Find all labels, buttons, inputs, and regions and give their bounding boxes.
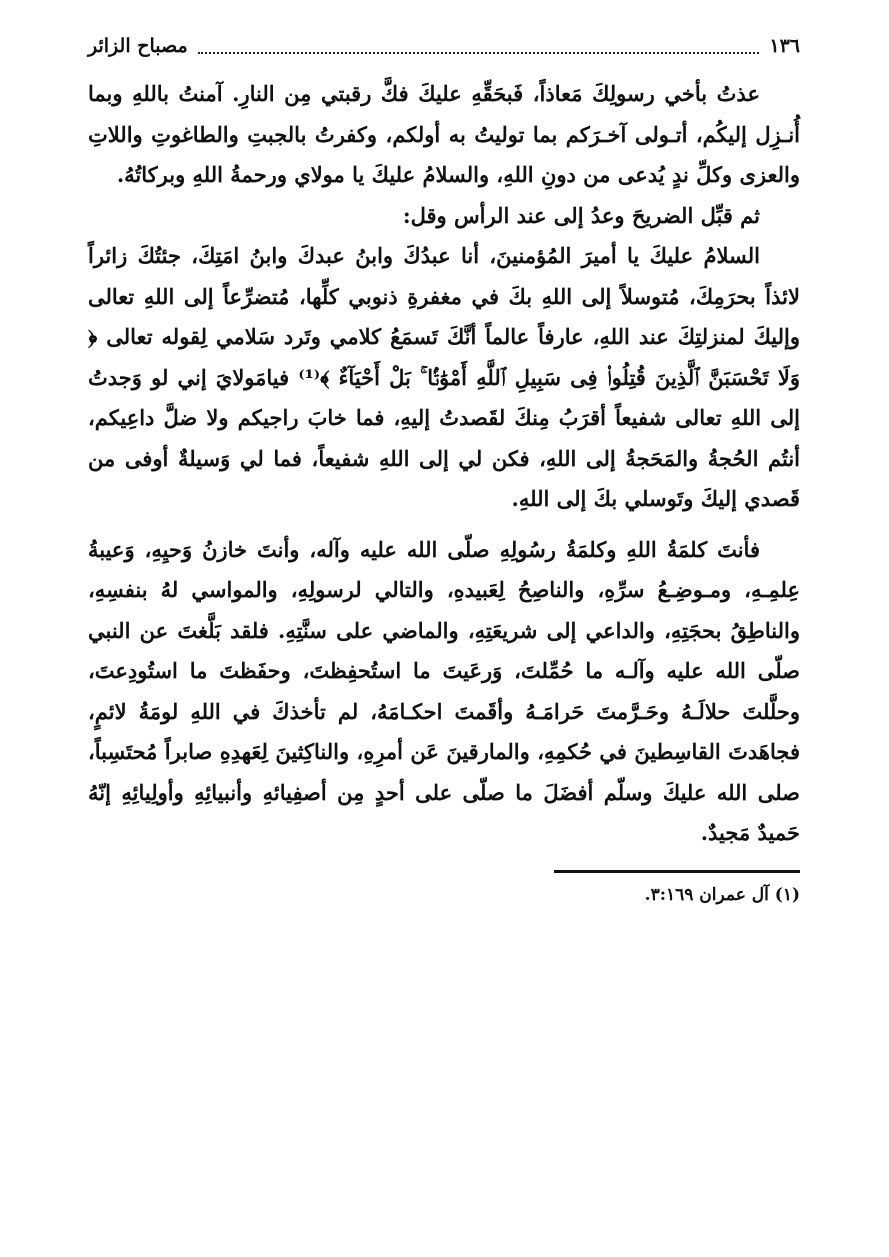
paragraph-praise: فأنتَ كلمَةُ اللهِ وكلمَةُ رسُولِهِ صلّى الله عليه وآله، وأنتَ خازنُ وَحيِهِ، وَعيبةُ عِلمِـهِ، ومـوضِـعُ سرِّهِ، والناصِحُ لِعَبيدهِ، والتالي لرسولِهِ، والمواسي لهُ بنفسِهِ، والناطِقُ بحجَتِهِ، والداعي إلى شريعَتِهِ، والماضي على سنَّتِهِ. فلقد بَلَّغتَ عن النبي صلّى الله عليه وآلـه ما حُمِّلتَ، وَرعَيتَ ما استُحفِظتَ، وحفَظتَ ما استُودِعتَ، وحلَّلتَ حلالَـهُ وحَـرَّمتَ حَرامَـهُ وأقَمتَ احكـامَهُ، لم تأخذكَ في اللهِ لومَةُ لائمٍ، فجاهَدتَ القاسِطينَ في حُكمِهِ، والمارقينَ عَن أمرِهِ، والناكِثينَ لِعَهدِهِ صابراً مُحتَسِباً، صلى الله عليكَ وسلّم أفضَلَ ما صلّى على أحدٍ مِن أصفِيائهِ وأنبيائِهِ وأولِيائِهِ إنّهُ حَميدٌ مَجيدٌ. bbox=[88, 536, 800, 845]
paragraph-salutation: السلامُ عليكَ يا أميرَ المُؤمنينَ، أنا عبدُكَ وابنُ عبدكَ وابنُ امَتِكَ، جئتُكَ زائراً لائذاً بحرَمِكَ، مُتوسلاً إلى اللهِ بكَ في مغفرةِ ذنوبي كلِّها، مُتضرِّعاً إلى اللهِ تعالى وإليكَ لمنزلتِكَ عند اللهِ، عارفاً عالماً أنَّكَ تَسمَعُ كلامي وتَرد سَلامي لِقوله تعالى ﴿ وَلَا تَحْسَبَنَّ ٱلَّذِينَ قُتِلُوا۟ فِى سَبِيلِ ٱللَّهِ أَمْوَٰتًۢا ۚ بَلْ أَحْيَآءٌ ﴾⁽¹⁾ فيامَولايَ إني لو وَجدتُ إلى اللهِ تعالى شفيعاً أقرَبُ مِنكَ لقَصدتُ إليهِ، فما خابَ راجيكم ولا ضلَّ داعِيكم، أنتُم الحُجةُ والمَحَجةُ إلى اللهِ، فكن لي إلى اللهِ شفيعاً، فما لي وَسيلةٌ أوفى من قَصدي إليكَ وتَوسلي بكَ إلى اللهِ. bbox=[88, 243, 800, 511]
page-number: ١٣٦ bbox=[769, 35, 800, 57]
footnote: (١) آل عمران ٣:١٦٩. bbox=[644, 884, 800, 905]
paragraph-seeking-refuge: عذتُ بأخي رسولِكَ مَعاذاً، فَبحَقِّهِ عليكَ فكَّ رقبتي مِن النارِ. آمنتُ باللهِ وبما أُنـزِل إليكُم، أتـولى آخـرَكم بما توليتُ به أولكم، وكفرتُ بالجبتِ والطاغوتِ واللاتِ والعزى وكلِّ ندٍ يُدعى من دونِ اللهِ، والسلامُ عليكَ يا مولاي ورحمةُ اللهِ وبركاتُهُ. bbox=[88, 81, 800, 187]
running-head bbox=[88, 26, 800, 66]
main-text bbox=[88, 74, 800, 854]
book-page bbox=[88, 26, 800, 909]
instruction-line: ثم قبِّل الضريحَ وعدُ إلى عند الرأس وقل: bbox=[402, 202, 760, 228]
dot-leader bbox=[198, 51, 760, 54]
book-title: مصباح الزائر bbox=[88, 35, 188, 57]
footnote-divider bbox=[554, 870, 800, 873]
